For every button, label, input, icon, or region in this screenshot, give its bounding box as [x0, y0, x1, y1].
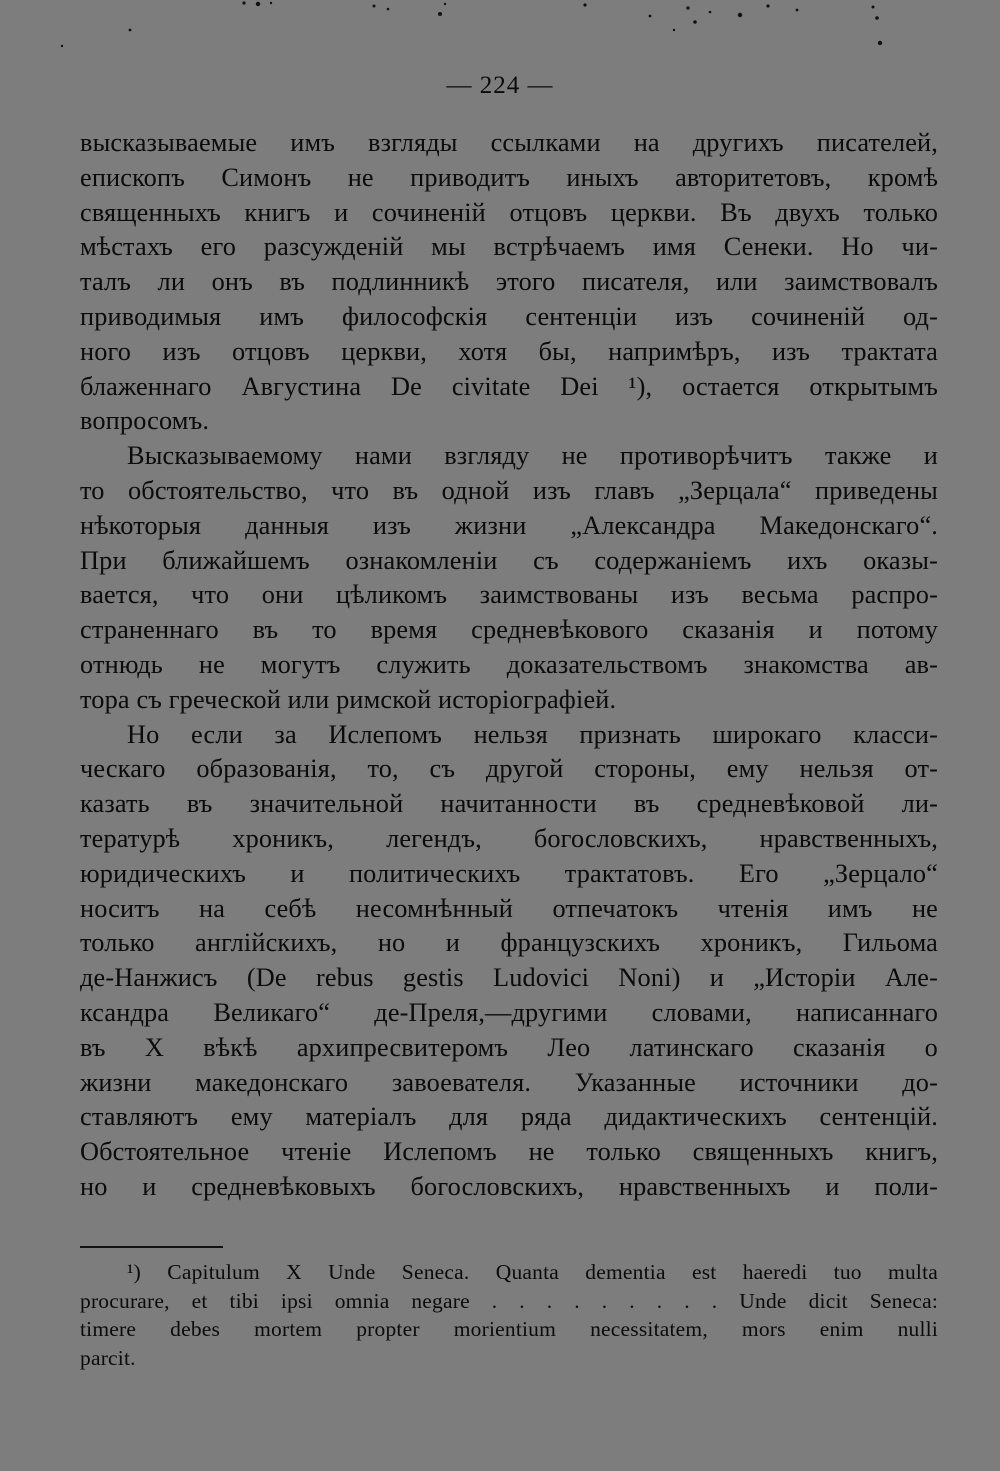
- text-line: Высказываемому нами взгляду не противорѣчитъ также и: [127, 441, 938, 471]
- text-line: При ближайшемъ ознакомленіи съ содержаніемъ ихъ оказы-: [80, 545, 938, 575]
- text-line: священныхъ книгъ и сочиненій отцовъ церкви. Въ двухъ только: [80, 197, 938, 227]
- text-line: юридическихъ и политическихъ трактатовъ. Его „Зерцало“: [80, 858, 938, 888]
- text-line: вопросомъ.: [80, 406, 210, 436]
- text-line: отнюдь не могутъ служить доказательствомъ знакомства ав-: [80, 649, 938, 679]
- text-line: высказываемые имъ взгляды ссылками на другихъ писателей,: [80, 128, 938, 157]
- text-line: жизни македонскаго завоевателя. Указанные источники до-: [80, 1067, 938, 1097]
- text-line: талъ ли онъ въ подлинникѣ этого писателя, или заимствовалъ: [80, 267, 938, 297]
- text-line: ксандра Великаго“ де-Преля,—другими словами, написаннаго: [80, 997, 938, 1027]
- text-line: тературѣ хроникъ, легендъ, богословскихъ, нравственныхъ,: [80, 823, 938, 853]
- text-line: Обстоятельное чтеніе Ислепомъ не только священныхъ книгъ,: [80, 1137, 938, 1167]
- text-line: страненнаго въ то время средневѣкового сказанія и потому: [80, 615, 938, 645]
- text-line: только англійскихъ, но и французскихъ хроникъ, Гильома: [80, 928, 938, 958]
- paragraph-1: [80, 126, 938, 439]
- text-line: епископъ Симонъ не приводитъ иныхъ авторитетовъ, кромѣ: [80, 162, 938, 192]
- text-line: тора съ греческой или римской исторіографіей.: [80, 684, 617, 714]
- text-line: нѣкоторыя данныя изъ жизни „Александра Македонскаго“.: [80, 510, 938, 540]
- text-line: де-Нанжисъ (De rebus gestis Ludovici Noni) и „Исторіи Але-: [80, 963, 938, 993]
- text-line: носитъ на себѣ несомнѣнный отпечатокъ чтенія имъ не: [80, 893, 938, 923]
- text-line: Но если за Ислепомъ нельзя признать широкаго класси-: [127, 719, 938, 749]
- footnote-line: timere debes mortem propter morientium necessitatem, mors enim nulli: [80, 1317, 938, 1341]
- text-line: ческаго образованія, то, съ другой стороны, ему нельзя от-: [80, 754, 938, 784]
- footnote-line: ¹) Capitulum X Unde Seneca. Quanta dementia est haeredi tuo multa: [127, 1260, 938, 1284]
- text-line: казать въ значительной начитанности въ средневѣковой ли-: [80, 789, 938, 819]
- footnote: [80, 1258, 938, 1372]
- text-line: приводимыя имъ философскія сентенціи изъ сочиненій од-: [80, 301, 938, 331]
- footnote-line: parcit.: [80, 1345, 136, 1370]
- footnote-divider: [80, 1246, 223, 1248]
- text-line: но и средневѣковыхъ богословскихъ, нравственныхъ и поли-: [80, 1171, 938, 1201]
- footnote-line: procurare, et tibi ipsi omnia negare . . . . . . . . . Unde dicit Seneca:: [80, 1288, 938, 1313]
- scan-specks: [0, 0, 1000, 60]
- text-line: вается, что они цѣликомъ заимствованы изъ весьма распро-: [80, 580, 938, 610]
- text-line: то обстоятельство, что въ одной изъ главъ „Зерцала“ приведены: [80, 475, 938, 505]
- paragraph-3: [80, 718, 938, 1205]
- text-line: блаженнаго Августина De civitate Dei ¹), остается открытымъ: [80, 371, 938, 401]
- paragraph-2: [80, 439, 938, 717]
- text-line: ставляютъ ему матеріалъ для ряда дидактическихъ сентенцій.: [80, 1102, 938, 1132]
- text-line: въ X вѣкѣ архипресвитеромъ Лео латинскаго сказанія о: [80, 1032, 938, 1062]
- text-line: мѣстахъ его разсужденій мы встрѣчаемъ имя Сенеки. Но чи-: [80, 232, 938, 262]
- page-number: — 224 —: [446, 72, 554, 99]
- body-text: [80, 126, 938, 1205]
- text-line: ного изъ отцовъ церкви, хотя бы, напримѣръ, изъ трактата: [80, 336, 938, 366]
